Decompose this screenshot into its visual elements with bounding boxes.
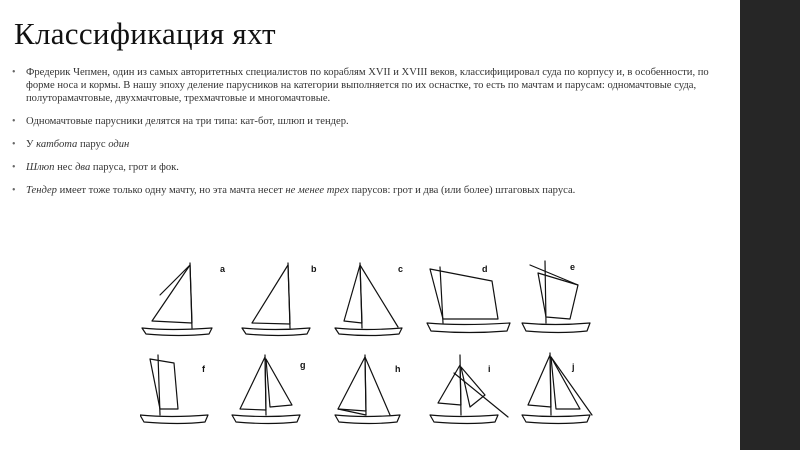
rig-label: i bbox=[488, 364, 491, 374]
hull bbox=[522, 323, 590, 333]
text-run: У bbox=[26, 139, 37, 150]
rig-label: a bbox=[220, 264, 226, 274]
hull bbox=[142, 328, 212, 336]
bullet-single-mast-types bbox=[12, 115, 724, 128]
rig-a bbox=[142, 263, 226, 336]
rig-label: h bbox=[395, 364, 401, 374]
sail-rig-diagram bbox=[140, 255, 620, 440]
rig-label: g bbox=[300, 360, 306, 370]
rig-label: b bbox=[311, 264, 317, 274]
gaff bbox=[160, 265, 190, 295]
bullet-list bbox=[12, 66, 724, 207]
sprit bbox=[360, 265, 398, 327]
italic-run: два bbox=[75, 162, 91, 173]
rig-i bbox=[430, 355, 508, 424]
text-run: парусов: грот и два (или более) штаговых паруса. bbox=[348, 185, 576, 196]
rig-h bbox=[335, 355, 401, 424]
rig-c bbox=[335, 263, 403, 336]
rig-label: c bbox=[398, 264, 404, 274]
bullet-text: Фредерик Чепмен, один из самых авторитетных специалистов по кораблям XVII и XVIII веков, классифицировал суда по корпусу и, в особенности, по форме носа и кормы. В нашу эпоху деление парусников на категории выполняется по их оснастке, то есть по мачтам и парусам: одномачтовые суда, полуторамачтовые, двухмачтовые, трехмачтовые и многомачтовые. bbox=[26, 67, 709, 104]
main-sail bbox=[528, 355, 551, 407]
rig-b bbox=[242, 263, 317, 336]
rig-e bbox=[522, 261, 590, 333]
italic-run: один bbox=[108, 139, 130, 150]
sail bbox=[538, 273, 578, 319]
bullet-sloop bbox=[12, 161, 724, 174]
hull bbox=[335, 328, 402, 336]
rig-f bbox=[140, 355, 208, 424]
rig-d bbox=[427, 264, 510, 333]
slide-title: Классификация яхт bbox=[14, 16, 276, 51]
sail bbox=[150, 359, 178, 409]
bullet-cutter bbox=[12, 184, 724, 197]
bowsprit bbox=[454, 373, 508, 417]
italic-run: катбота bbox=[36, 139, 78, 150]
stay bbox=[365, 357, 390, 415]
rig-g bbox=[232, 355, 306, 424]
head-sail bbox=[266, 359, 292, 407]
main-sail bbox=[240, 357, 266, 410]
head-sail bbox=[551, 357, 580, 409]
hull bbox=[335, 415, 400, 424]
hull bbox=[427, 323, 510, 333]
text-run: нес bbox=[54, 162, 76, 173]
rig-label: e bbox=[570, 262, 576, 272]
sail-rig-svg bbox=[140, 255, 620, 440]
bullet-catboat bbox=[12, 138, 724, 151]
hull bbox=[242, 328, 310, 336]
sail bbox=[152, 265, 192, 323]
hull bbox=[522, 415, 590, 424]
sail bbox=[252, 265, 290, 324]
rig-label: f bbox=[202, 364, 205, 374]
rig-j bbox=[522, 353, 592, 424]
text-run: парус bbox=[77, 139, 109, 150]
italic-run: Тендер bbox=[26, 185, 57, 196]
rig-label: d bbox=[482, 264, 488, 274]
text-run: паруса, грот и фок. bbox=[90, 162, 179, 173]
hull bbox=[430, 415, 498, 424]
italic-run: не менее трех bbox=[285, 185, 349, 196]
hull bbox=[232, 415, 300, 424]
main-sail bbox=[338, 357, 366, 411]
jib-sail bbox=[461, 367, 485, 407]
bullet-chapman bbox=[12, 66, 724, 105]
bullet-text: Одномачтовые парусники делятся на три типа: кат-бот, шлюп и тендер. bbox=[26, 116, 349, 127]
sail bbox=[344, 265, 362, 323]
hull bbox=[140, 415, 208, 424]
text-run: имеет тоже только одну мачту, но эта мачта несет bbox=[56, 185, 286, 196]
side-bar bbox=[740, 0, 800, 450]
italic-run: Шлюп bbox=[26, 162, 55, 173]
main-sail bbox=[438, 365, 461, 405]
rig-label: j bbox=[572, 362, 575, 372]
